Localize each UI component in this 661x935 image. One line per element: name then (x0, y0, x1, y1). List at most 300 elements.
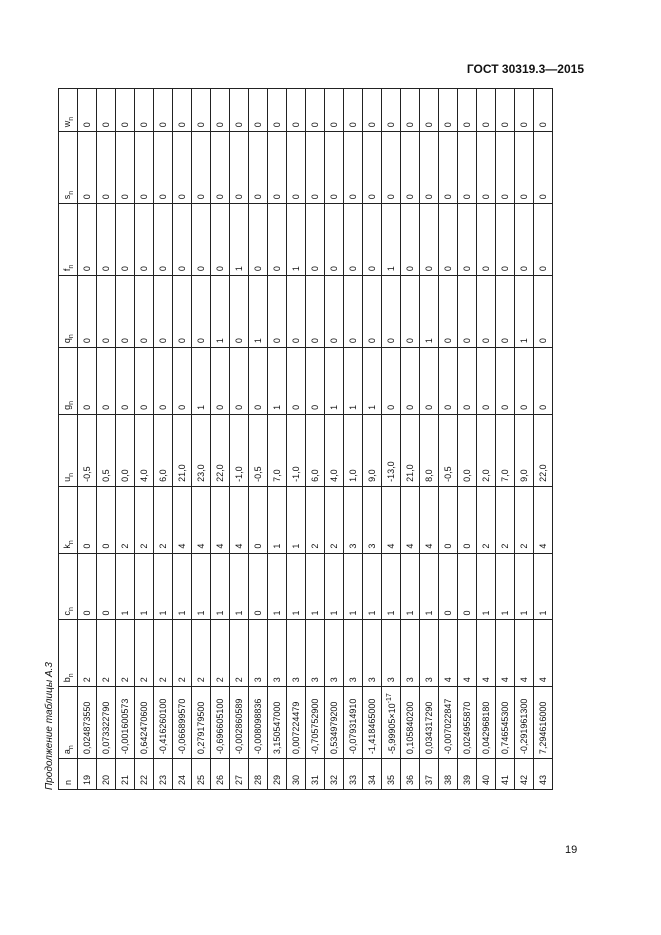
table-cell: -0,5 (439, 414, 458, 486)
column-symbol: n (63, 779, 73, 785)
table-cell: 0 (420, 348, 439, 415)
column-header-u (59, 414, 78, 486)
table-cell: 0 (154, 132, 173, 204)
table-cell: 0 (268, 276, 287, 348)
table-cell: 1 (268, 486, 287, 553)
column-header-a (59, 687, 78, 759)
column-subscript: n (67, 400, 75, 405)
table-cell: 2 (97, 620, 116, 687)
table-cell: 1 (363, 348, 382, 415)
table-cell: -0,705752900 (306, 687, 325, 759)
table-cell: 22,0 (211, 414, 230, 486)
table-cell: 1 (477, 553, 496, 620)
table-cell: 0 (344, 204, 363, 276)
table-cell: 1 (154, 553, 173, 620)
table-cell: 0 (439, 553, 458, 620)
table-cell: 0 (287, 132, 306, 204)
table-cell: 4 (173, 486, 192, 553)
table-row (534, 89, 553, 790)
table-cell: 42 (515, 759, 534, 790)
table-cell: 2 (230, 620, 249, 687)
table-cell: -1,0 (230, 414, 249, 486)
table-row (249, 89, 268, 790)
table-cell: 0 (382, 276, 401, 348)
table-cell: 1 (230, 553, 249, 620)
table-cell: 0 (116, 276, 135, 348)
table-cell: 1 (192, 348, 211, 415)
table-cell: 0 (268, 132, 287, 204)
table-row (420, 89, 439, 790)
column-symbol: a (61, 749, 72, 755)
table-cell: 0 (401, 204, 420, 276)
table-cell: 26 (211, 759, 230, 790)
table-cell: 2 (306, 486, 325, 553)
table-cell: 0 (173, 132, 192, 204)
table-row (135, 89, 154, 790)
table-cell: 0 (363, 204, 382, 276)
table-cell: 29 (268, 759, 287, 790)
table-row (401, 89, 420, 790)
table-cell: 0 (78, 486, 97, 553)
table-cell: 32 (325, 759, 344, 790)
table-cell: 4 (439, 620, 458, 687)
table-cell: 0 (382, 132, 401, 204)
table-cell: 0 (211, 132, 230, 204)
table-cell: 0 (458, 276, 477, 348)
table-cell: -0,066899570 (173, 687, 192, 759)
table-cell: 0 (534, 89, 553, 132)
table-cell: 0 (458, 348, 477, 415)
column-subscript: n (67, 745, 75, 750)
table-cell: -0,008098836 (249, 687, 268, 759)
column-header-q (59, 276, 78, 348)
table-cell: 1 (515, 553, 534, 620)
table-cell: 0 (534, 132, 553, 204)
table-cell: 4 (230, 486, 249, 553)
column-symbol: f (61, 268, 72, 272)
table-cell: 23 (154, 759, 173, 790)
table-cell: 2 (135, 620, 154, 687)
table-cell: 1 (287, 204, 306, 276)
column-subscript: n (67, 116, 75, 121)
table-cell: 0 (344, 276, 363, 348)
column-symbol: u (61, 476, 72, 482)
table-cell: -0,5 (78, 414, 97, 486)
rotated-table-region (28, 70, 578, 790)
table-cell: 0 (211, 348, 230, 415)
table-cell: 0 (211, 89, 230, 132)
table-cell: 0 (477, 348, 496, 415)
table-cell: 0 (97, 486, 116, 553)
table-cell: -0,007022847 (439, 687, 458, 759)
table-cell: 0 (97, 348, 116, 415)
table-cell: 2 (515, 486, 534, 553)
column-subscript: n (67, 190, 75, 195)
table-cell: 1 (496, 553, 515, 620)
column-subscript: n (67, 472, 75, 477)
document-code: ГОСТ 30319.3—2015 (466, 62, 584, 76)
table-cell: 0 (192, 89, 211, 132)
table-cell: 0 (306, 132, 325, 204)
table-cell: 3 (401, 620, 420, 687)
table-cell: 1 (420, 553, 439, 620)
table-cell: 2 (154, 486, 173, 553)
table-cell: -0,002860589 (230, 687, 249, 759)
table-cell: 0 (534, 348, 553, 415)
table-cell: 0 (515, 89, 534, 132)
table-cell: 33 (344, 759, 363, 790)
table-cell: 1 (363, 553, 382, 620)
table-cell: 28 (249, 759, 268, 790)
table-cell: 0 (496, 276, 515, 348)
table-cell: 0,034317290 (420, 687, 439, 759)
column-subscript: n (67, 334, 75, 339)
table-cell: 4 (534, 620, 553, 687)
table-cell: 2 (192, 620, 211, 687)
table-cell: 0 (363, 89, 382, 132)
table-cell: 0 (97, 204, 116, 276)
table-cell: -0,291961300 (515, 687, 534, 759)
table-cell: 27 (230, 759, 249, 790)
table-cell: 23,0 (192, 414, 211, 486)
table-cell: 0 (439, 132, 458, 204)
table-cell: 6,0 (154, 414, 173, 486)
table-cell: 0 (439, 89, 458, 132)
table-cell: 1 (230, 204, 249, 276)
table-cell: 1 (515, 276, 534, 348)
column-symbol: g (61, 404, 72, 410)
table-cell: 0 (420, 132, 439, 204)
table-cell: 0,024955870 (458, 687, 477, 759)
table-cell: 34 (363, 759, 382, 790)
table-cell: 0 (382, 89, 401, 132)
column-symbol: c (61, 610, 72, 616)
table-cell: 0 (173, 204, 192, 276)
table-cell: 3 (287, 620, 306, 687)
column-symbol: w (61, 120, 72, 128)
table-cell: 0 (78, 132, 97, 204)
table-cell: 37 (420, 759, 439, 790)
table-cell: 9,0 (515, 414, 534, 486)
table-cell: 1 (116, 553, 135, 620)
table-row (268, 89, 287, 790)
table-cell: 38 (439, 759, 458, 790)
table-cell: -1,418465000 (363, 687, 382, 759)
table-cell: 0 (78, 89, 97, 132)
table-cell: 0 (325, 89, 344, 132)
table-cell: 0 (458, 486, 477, 553)
table-cell: 0,0 (116, 414, 135, 486)
table-cell: 22 (135, 759, 154, 790)
table-cell: 0 (268, 89, 287, 132)
column-symbol: k (61, 544, 72, 549)
table-cell: 0 (230, 132, 249, 204)
table-cell: 3 (344, 620, 363, 687)
table-cell: 0 (515, 348, 534, 415)
table-cell: 0 (78, 553, 97, 620)
table-cell: 40 (477, 759, 496, 790)
table-cell: 0 (401, 132, 420, 204)
table-cell: 41 (496, 759, 515, 790)
table-cell: 4 (496, 620, 515, 687)
table-cell: 4,0 (325, 414, 344, 486)
table-cell: 0 (230, 276, 249, 348)
table-cell: 0 (439, 348, 458, 415)
table-cell: 4 (211, 486, 230, 553)
table-row (97, 89, 116, 790)
table-cell: 0 (287, 89, 306, 132)
table-cell: 19 (78, 759, 97, 790)
column-header-k (59, 486, 78, 553)
table-cell: 1 (211, 553, 230, 620)
table-cell: 1 (344, 553, 363, 620)
table-cell: 22,0 (534, 414, 553, 486)
table-cell: 2 (477, 486, 496, 553)
table-cell: 0,534979200 (325, 687, 344, 759)
table-cell: 2 (325, 486, 344, 553)
table-row (344, 89, 363, 790)
table-row (154, 89, 173, 790)
table-cell: 0 (306, 89, 325, 132)
table-cell: 1 (420, 276, 439, 348)
table-cell: 1 (534, 553, 553, 620)
table-cell: 0 (97, 553, 116, 620)
column-subscript: n (67, 673, 75, 678)
table-cell: 0 (211, 204, 230, 276)
table-cell: 3 (306, 620, 325, 687)
table-cell: 0 (306, 348, 325, 415)
table-cell: 0 (420, 89, 439, 132)
column-subscript: n (67, 540, 75, 545)
table-cell: 1 (173, 553, 192, 620)
table-cell: 0,105840200 (401, 687, 420, 759)
table-row (363, 89, 382, 790)
table-cell: 0 (173, 348, 192, 415)
column-header-g (59, 348, 78, 415)
table-cell: 3 (249, 620, 268, 687)
table-cell: 0,024873550 (78, 687, 97, 759)
page-number: 19 (565, 844, 578, 856)
column-symbol: b (61, 677, 72, 683)
table-cell: 0 (249, 89, 268, 132)
table-cell: 0,642470600 (135, 687, 154, 759)
table-cell: 4 (534, 486, 553, 553)
table-cell: -0,696605100 (211, 687, 230, 759)
table-row (306, 89, 325, 790)
table-cell: 0 (496, 89, 515, 132)
table-cell: 0,5 (97, 414, 116, 486)
table-cell: 43 (534, 759, 553, 790)
table-cell: 0 (325, 276, 344, 348)
table-cell: 0 (306, 276, 325, 348)
table-cell: 0 (97, 132, 116, 204)
column-header-s (59, 132, 78, 204)
table-cell: 0 (135, 348, 154, 415)
column-subscript: n (67, 607, 75, 611)
column-symbol: s (61, 194, 72, 200)
table-cell: 3 (420, 620, 439, 687)
table-row (325, 89, 344, 790)
table-cell: 0 (135, 132, 154, 204)
table-cell: 35 (382, 759, 401, 790)
table-cell: 0 (496, 204, 515, 276)
table-cell: 0 (135, 276, 154, 348)
table-row (496, 89, 515, 790)
table-cell: 0 (496, 132, 515, 204)
column-header-c (59, 553, 78, 620)
table-cell: 0 (534, 276, 553, 348)
table-cell: 0,746545300 (496, 687, 515, 759)
table-cell: 2 (154, 620, 173, 687)
table-cell: 0 (325, 132, 344, 204)
table-cell: 0 (135, 89, 154, 132)
table-cell: 2 (496, 486, 515, 553)
table-cell: 1 (211, 276, 230, 348)
table-cell: -0,416260100 (154, 687, 173, 759)
table-cell: 0 (173, 89, 192, 132)
table-cell: 36 (401, 759, 420, 790)
table-cell: 4 (477, 620, 496, 687)
table-cell: 21 (116, 759, 135, 790)
table-cell: 1 (192, 553, 211, 620)
table-cell: 0 (116, 348, 135, 415)
table-cell: 1 (249, 276, 268, 348)
table-cell: 1 (268, 348, 287, 415)
table-row (458, 89, 477, 790)
table-cell: 0 (192, 204, 211, 276)
table-cell: 21,0 (173, 414, 192, 486)
table-cell: 39 (458, 759, 477, 790)
column-symbol: q (61, 338, 72, 344)
table-header-row (59, 89, 78, 790)
table-cell: 0 (401, 276, 420, 348)
table-cell: 1 (287, 486, 306, 553)
table-cell: 2 (211, 620, 230, 687)
table-cell: 1 (306, 553, 325, 620)
table-row (287, 89, 306, 790)
table-cell: 0 (458, 204, 477, 276)
table-row (515, 89, 534, 790)
table-cell: 0 (192, 132, 211, 204)
table-cell: 0 (154, 276, 173, 348)
table-cell: 0 (344, 89, 363, 132)
table-cell: 0 (306, 204, 325, 276)
table-cell: 0 (477, 89, 496, 132)
table-row (211, 89, 230, 790)
table-cell: 0 (249, 553, 268, 620)
table-cell: 0 (154, 204, 173, 276)
column-subscript: n (67, 264, 75, 269)
table-cell: 1 (382, 204, 401, 276)
table-cell: 0 (325, 204, 344, 276)
table-cell: 4 (420, 486, 439, 553)
table-cell: 3 (382, 620, 401, 687)
table-cell: 4 (401, 486, 420, 553)
table-row (78, 89, 97, 790)
table-cell: 1 (401, 553, 420, 620)
table-cell: 0 (249, 486, 268, 553)
table-body (78, 89, 553, 790)
table-cell: 0 (363, 276, 382, 348)
table-row (192, 89, 211, 790)
table-cell: 0 (439, 276, 458, 348)
table-cell: 8,0 (420, 414, 439, 486)
table-cell: 30 (287, 759, 306, 790)
table-row (439, 89, 458, 790)
table-caption: Продолжение таблицы А.3 (44, 662, 55, 790)
table-cell: 0,073322790 (97, 687, 116, 759)
table-cell: 0 (116, 204, 135, 276)
table-cell: 1,0 (344, 414, 363, 486)
table-cell: 0 (458, 132, 477, 204)
table-cell: 9,0 (363, 414, 382, 486)
table-cell: 2 (116, 620, 135, 687)
table-cell: 0 (515, 132, 534, 204)
table-cell: 0 (344, 132, 363, 204)
table-cell: -1,0 (287, 414, 306, 486)
table-cell: 4 (192, 486, 211, 553)
table-cell: 3 (325, 620, 344, 687)
table-cell: 0 (78, 204, 97, 276)
coefficients-table (58, 88, 553, 790)
table-row (477, 89, 496, 790)
table-cell: 2 (78, 620, 97, 687)
table-cell: 4,0 (135, 414, 154, 486)
table-cell: 2 (173, 620, 192, 687)
table-cell: 0 (477, 276, 496, 348)
table-cell: 0 (496, 348, 515, 415)
table-cell: 2 (135, 486, 154, 553)
table-cell: 3 (363, 486, 382, 553)
table-cell: 0 (439, 204, 458, 276)
table-cell: 1 (382, 553, 401, 620)
table-cell: $-5,99905\times 10^{-17}$ (382, 687, 401, 759)
table-cell: 0 (78, 348, 97, 415)
table-cell: 7,294616000 (534, 687, 553, 759)
table-cell: 0 (192, 276, 211, 348)
table-row (230, 89, 249, 790)
table-row (173, 89, 192, 790)
table-cell: 3 (268, 620, 287, 687)
table-cell: 3,150547000 (268, 687, 287, 759)
table-cell: 0 (287, 276, 306, 348)
table-cell: 1 (287, 553, 306, 620)
table-cell: 0 (401, 348, 420, 415)
table-cell: 7,0 (268, 414, 287, 486)
table-row (116, 89, 135, 790)
table-cell: 7,0 (496, 414, 515, 486)
table-cell: 0 (154, 348, 173, 415)
table-cell: 3 (344, 486, 363, 553)
table-cell: 0 (363, 132, 382, 204)
table-cell: 0 (78, 276, 97, 348)
table-cell: -0,5 (249, 414, 268, 486)
table-cell: 0 (515, 204, 534, 276)
table-cell: 0 (97, 89, 116, 132)
table-cell: 6,0 (306, 414, 325, 486)
table-cell: 0 (116, 132, 135, 204)
table-cell: 1 (135, 553, 154, 620)
table-cell: 0 (173, 276, 192, 348)
table-cell: 0 (268, 204, 287, 276)
table-row (382, 89, 401, 790)
table-cell: 21,0 (401, 414, 420, 486)
table-cell: 4 (515, 620, 534, 687)
table-cell: 0 (249, 348, 268, 415)
table-cell: 0,0 (458, 414, 477, 486)
table-cell: 1 (344, 348, 363, 415)
table-cell: 0 (477, 132, 496, 204)
